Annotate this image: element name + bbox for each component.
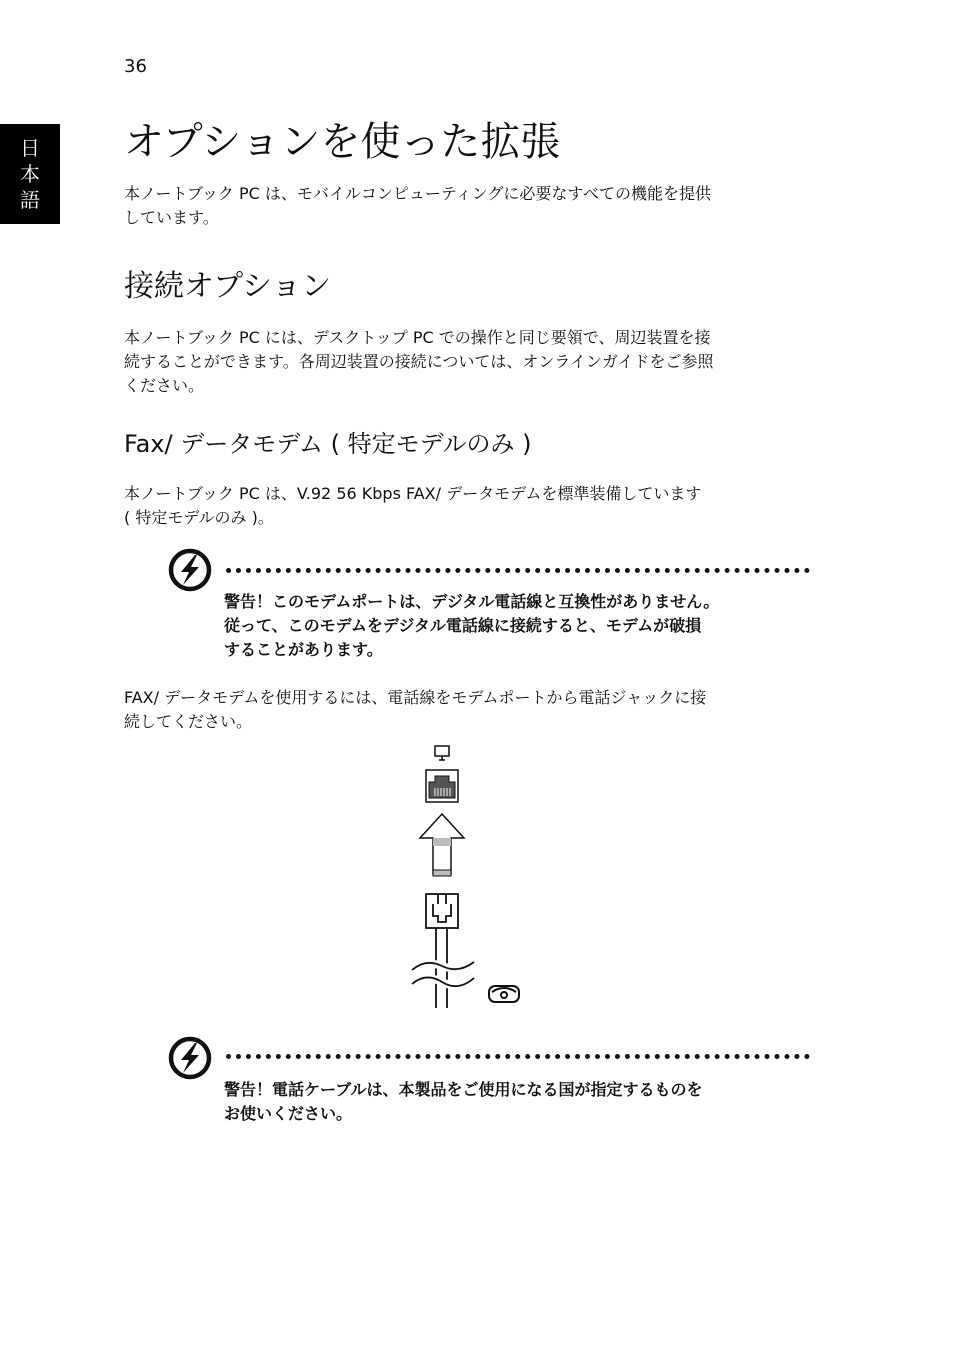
text-line: 警告！このモデムポートは、デジタル電話線と互換性がありません。 — [224, 592, 720, 611]
warning-divider — [226, 1054, 810, 1059]
page-number: 36 — [124, 56, 147, 77]
warning-text — [224, 1078, 814, 1126]
subsection-paragraph — [124, 482, 814, 530]
lightning-warning-icon — [168, 1036, 212, 1080]
text-line: ください。 — [124, 376, 205, 395]
phone-cable-plug — [412, 894, 474, 1008]
modem-connection-diagram — [400, 740, 540, 1015]
text-line: 本ノートブック PC は、V.92 56 Kbps FAX/ データモデムを標準装備しています — [124, 484, 702, 503]
text-line: しています。 — [124, 208, 219, 227]
usage-paragraph — [124, 686, 814, 734]
modem-port — [426, 770, 458, 802]
text-line: 従って、このモデムをデジタル電話線に接続すると、モデムが破損 — [224, 616, 702, 635]
text-line: 続してください。 — [124, 712, 253, 731]
subsection-heading: Fax/ データモデム ( 特定モデルのみ ) — [124, 430, 532, 458]
up-arrow — [420, 814, 464, 876]
text-line: 本ノートブック PC は、モバイルコンピューティングに必要なすべての機能を提供 — [124, 184, 711, 203]
modem-icon — [435, 746, 449, 760]
text-line: お使いください。 — [224, 1104, 353, 1123]
text-line: ( 特定モデルのみ )。 — [124, 508, 274, 527]
text-line: FAX/ データモデムを使用するには、電話線をモデムポートから電話ジャックに接 — [124, 688, 707, 707]
text-line: することがあります。 — [224, 640, 383, 659]
lightning-warning-icon — [168, 548, 212, 592]
language-tab-char: 本 — [20, 162, 40, 186]
page-title: オプションを使った拡張 — [124, 119, 561, 165]
telephone-icon — [489, 986, 519, 1002]
intro-paragraph — [124, 182, 814, 230]
section-heading: 接続オプション — [124, 269, 332, 304]
warning-text — [224, 590, 814, 662]
language-tab-char: 語 — [20, 188, 40, 212]
section-paragraph — [124, 326, 814, 398]
text-line: 警告！電話ケーブルは、本製品をご使用になる国が指定するものを — [224, 1080, 703, 1099]
text-line: 続することができます。各周辺装置の接続については、オンラインガイドをご参照 — [124, 352, 714, 371]
language-tab-char: 日 — [20, 136, 40, 160]
language-tab — [0, 124, 60, 224]
text-line: 本ノートブック PC には、デスクトップ PC での操作と同じ要領で、周辺装置を接 — [124, 328, 711, 347]
warning-divider — [226, 568, 810, 573]
